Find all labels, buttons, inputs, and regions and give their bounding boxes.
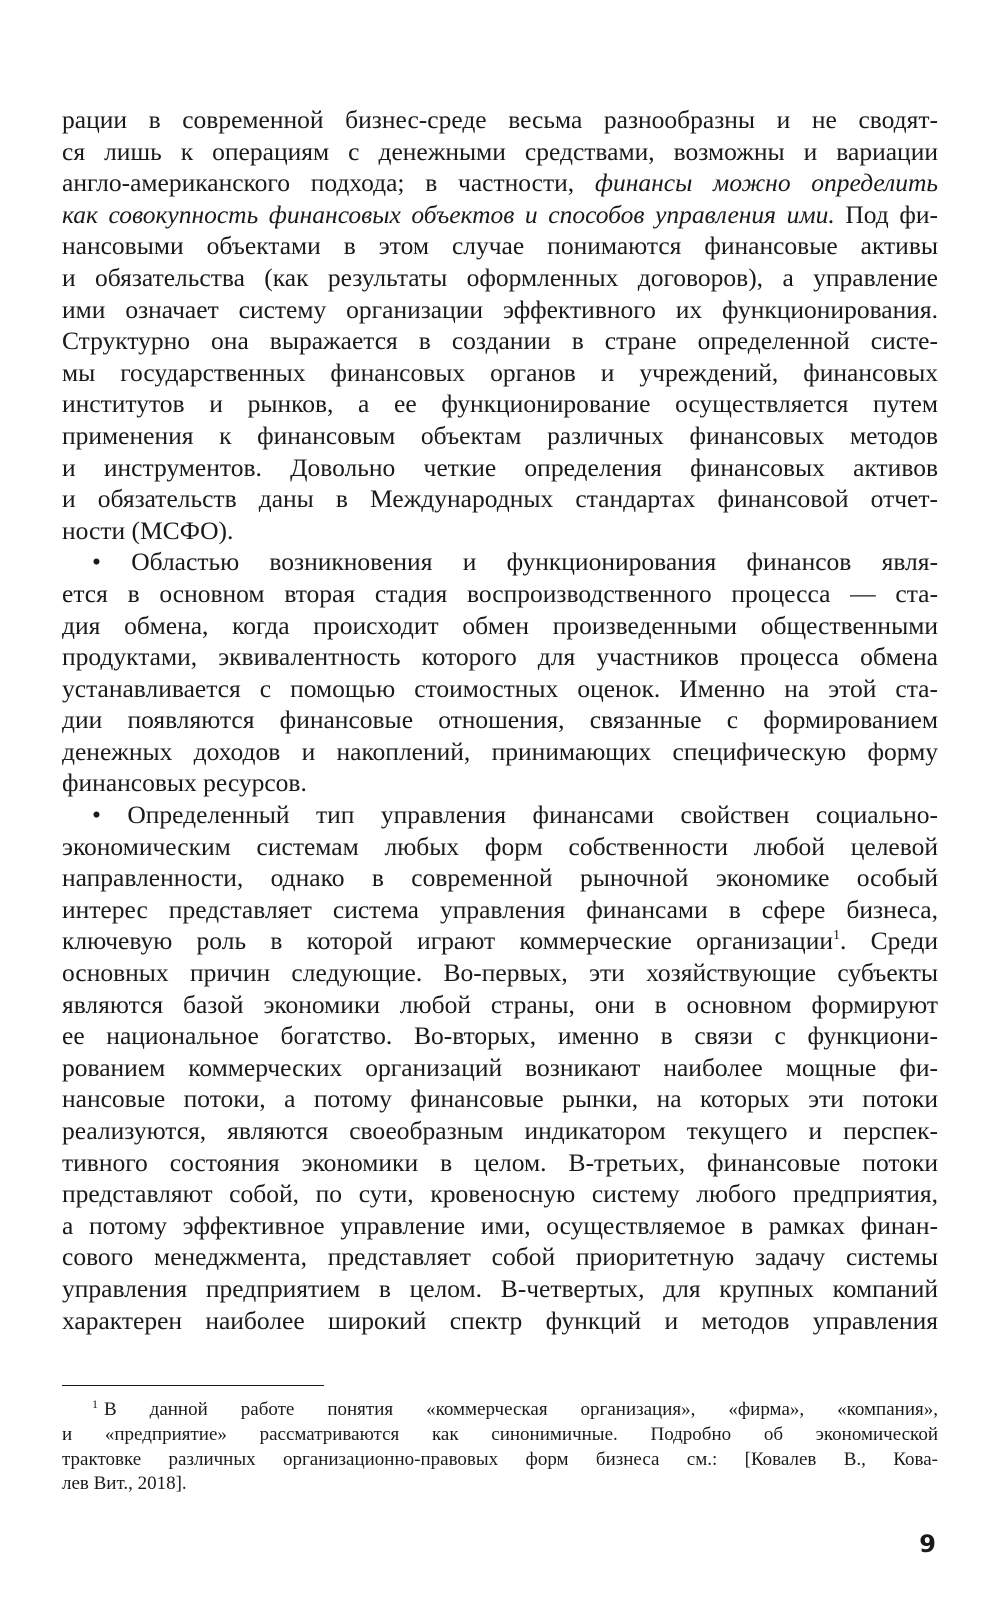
- text-line: рованием коммерческих организаций возникают наиболее мощные фи-: [62, 1052, 938, 1082]
- footnote-divider: [62, 1385, 324, 1386]
- text-line: характерен наиболее широкий спектр функций и методов управления: [62, 1305, 938, 1335]
- footnote-number: 1: [92, 1397, 98, 1411]
- text-line: нансовыми объектами в этом случае понимаются финансовые активы: [62, 231, 938, 261]
- text-line: продуктами, эквивалентность которого для участников процесса обмена: [62, 642, 938, 672]
- text-line: как совокупность финансовых объектов и способов управления ими. Под фи-: [62, 199, 938, 229]
- text-line: рации в современной бизнес-среде весьма разнообразны и не сводят-: [62, 105, 938, 134]
- text-line: экономическим системам любых форм собственности любой целевой: [62, 831, 938, 861]
- page-number: 9: [919, 1530, 936, 1558]
- text-line: а потому эффективное управление ими, осуществляемое в рамках финан-: [62, 1210, 938, 1240]
- text-line: ется в основном вторая стадия воспроизводственного процесса — ста-: [62, 578, 938, 608]
- text-line: сового менеджмента, представляет собой приоритетную задачу системы: [62, 1242, 938, 1272]
- text-line: ими означает систему организации эффективного их функционирования.: [62, 294, 938, 324]
- text-line: денежных доходов и накоплений, принимающих специфическую форму: [62, 736, 938, 766]
- text-line: Структурно она выражается в создании в стране определенной систе-: [62, 326, 938, 356]
- footnote: [62, 1398, 938, 1497]
- text-line: ее национальное богатство. Во-вторых, именно в связи с функциони-: [62, 1021, 938, 1051]
- text-line: реализуются, являются своеобразным индикатором текущего и перспек-: [62, 1116, 938, 1145]
- text-line: управления предприятием в целом. В-четвертых, для крупных компаний: [62, 1273, 938, 1303]
- text-line: устанавливается с помощью стоимостных оценок. Именно на этой ста-: [62, 673, 938, 703]
- italic-definition: как совокупность финансовых объектов и способов управления ими.: [62, 199, 835, 229]
- text-line: ся лишь к операциям с денежными средствами, возможны и вариации: [62, 136, 938, 166]
- text-line: применения к финансовым объектам различных финансовых методов: [62, 420, 938, 450]
- text-line: англо-американского подхода; в частности, финансы можно определить: [62, 168, 939, 198]
- italic-definition: финансы можно определить: [594, 168, 939, 198]
- text-line: представляют собой, по сути, кровеносную систему любого предприятия,: [62, 1179, 938, 1209]
- text-line: основных причин следующие. Во-первых, эти хозяйствующие субъекты: [62, 958, 938, 988]
- text-line: являются базой экономики любой страны, они в основном формируют: [62, 989, 938, 1019]
- footnote-reference: 1: [833, 928, 840, 944]
- text-line: мы государственных финансовых органов и учреждений, финансовых: [62, 357, 938, 387]
- bullet-paragraph-line: • Определенный тип управления финансами свойствен социально-: [92, 800, 938, 830]
- footnote-line: трактовке различных организационно-правовых форм бизнеса см.: [Ковалев В., Кова-: [62, 1448, 938, 1470]
- bullet-paragraph-line: • Областью возникновения и функционирования финансов явля-: [92, 547, 938, 577]
- text-line: дии появляются финансовые отношения, связанные с формированием: [62, 705, 938, 735]
- text-line: интерес представляет система управления финансами в сфере бизнеса,: [62, 894, 938, 924]
- text-line: и обязательства (как результаты оформленных договоров), а управление: [62, 262, 938, 292]
- text-line: институтов и рынков, а ее функционирование осуществляется путем: [62, 389, 938, 419]
- footnote-line: и «предприятие» рассматриваются как синонимичные. Подробно об экономической: [62, 1423, 938, 1445]
- text-line: ности (МСФО).: [62, 515, 234, 545]
- text-line: тивного состояния экономики в целом. В-третьих, финансовые потоки: [62, 1147, 938, 1177]
- main-text: [62, 104, 938, 1336]
- text-line: финансовых ресурсов.: [62, 768, 307, 798]
- footnote-line: $^1$ В данной работе понятия «коммерческая организация», «фирма», «компания»,: [92, 1397, 938, 1420]
- text-line: направленности, однако в современной рыночной экономике особый: [62, 863, 938, 893]
- footnote-line: лев Вит., 2018].: [62, 1473, 187, 1495]
- text-line: и инструментов. Довольно четкие определения финансовых активов: [62, 452, 938, 482]
- text-line: и обязательств даны в Международных стандартах финансовой отчет-: [62, 484, 938, 514]
- text-line: ключевую роль в которой играют коммерческие организации$^1$. Среди: [62, 926, 938, 956]
- text-line: дия обмена, когда происходит обмен произведенными общественными: [62, 610, 938, 640]
- text-line: нансовые потоки, а потому финансовые рынки, на которых эти потоки: [62, 1084, 938, 1114]
